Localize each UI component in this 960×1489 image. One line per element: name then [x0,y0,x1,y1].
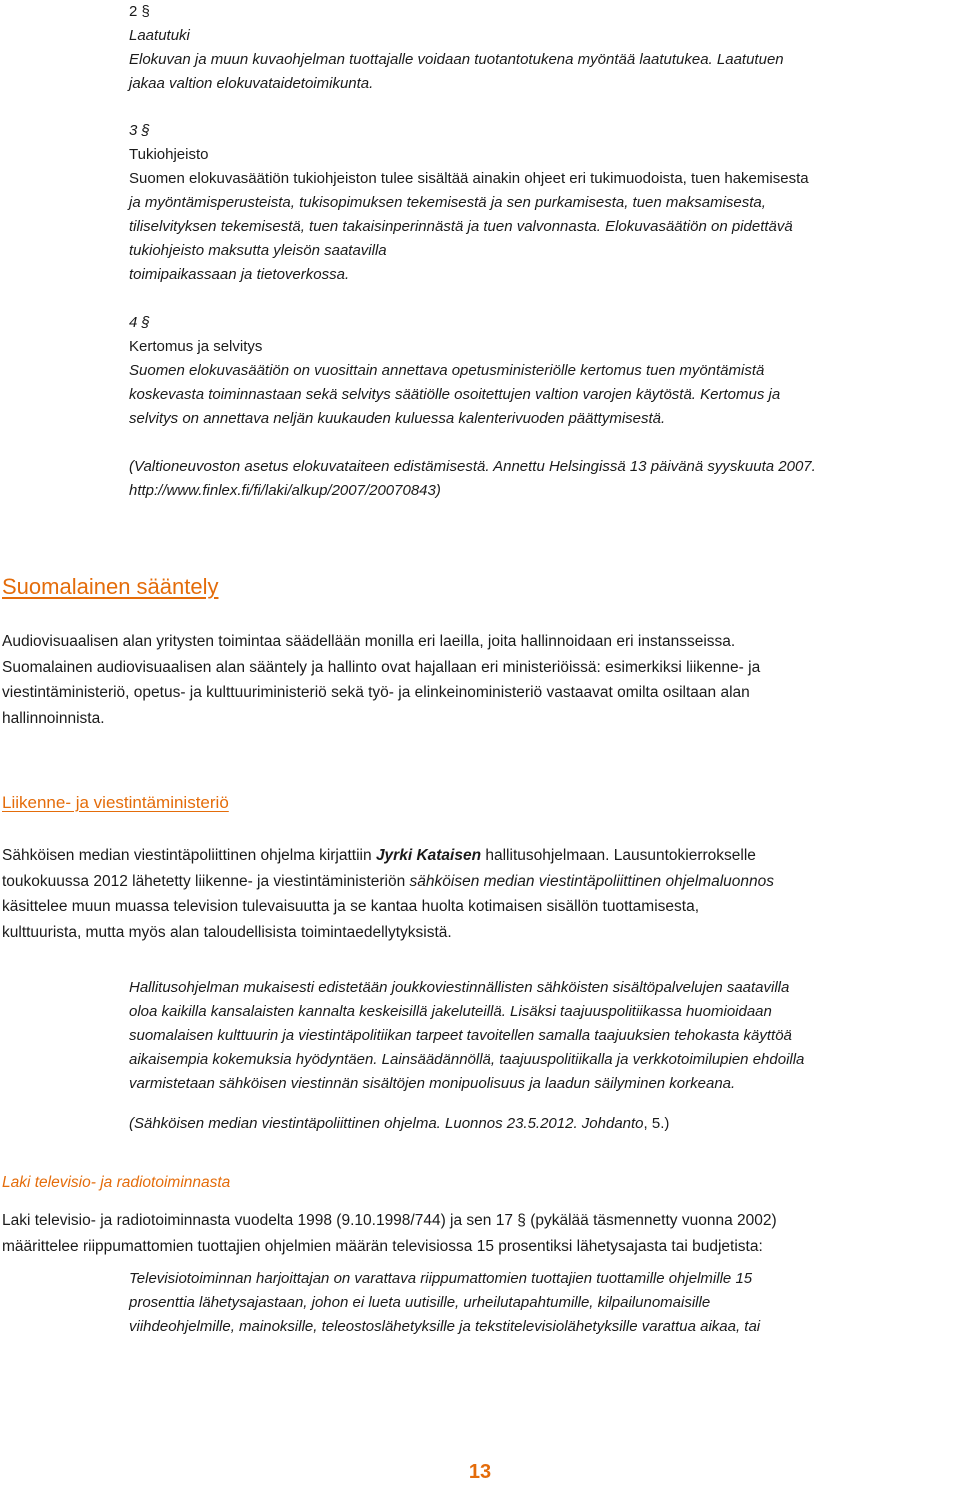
quote-line: varmistetaan sähköisen viestinnän sisältöjen monipuolisuus ja laadun säilyminen korkeana. [129,1075,736,1092]
citation-line: (Valtioneuvoston asetus elokuvataiteen edistämisestä. Annettu Helsingissä 13 päivänä syyskuuta 2007. [129,458,816,475]
heading-laki-televisio: Laki televisio- ja radiotoiminnasta [2,1174,231,1191]
quote-line: oloa kaikilla kansalaisten kannalta keskeisillä jakeluteillä. Lisäksi taajuuspolitiikassa huomioidaan [129,1003,772,1020]
paragraph-line: hallinnoinnista. [2,709,105,727]
paragraph-line: Suomalainen audiovisuaalisen alan sääntely ja hallinto ovat hajallaan eri ministeriöissä: esimerkiksi liikenne- ja [2,658,761,676]
section-2 [129,0,944,96]
section-4 [129,311,944,431]
paragraph-line: toukokuussa 2012 lähetetty liikenne- ja viestintäministeriön sähköisen median viestintäpoliittinen ohjelmaluonnos [2,872,775,890]
paragraph-line: viestintäministeriö, opetus- ja kulttuuriministeriö sekä työ- ja elinkeinoministeriö vastaavat omilta osiltaan alan [2,684,750,701]
section-2-line: Elokuvan ja muun kuvaohjelman tuottajalle voidaan tuotantotukena myöntää laatutukea. Laatutuen [129,51,784,68]
section-3-number: 3 § [129,122,150,139]
section-2-line: jakaa valtion elokuvataidetoimikunta. [129,75,374,92]
section-3-line: toimipaikassaan ja tietoverkossa. [129,266,350,283]
paragraph-line: kulttuurista, mutta myös alan taloudellisista toimintaedellytyksistä. [2,923,452,941]
section-4-number: 4 § [129,314,150,331]
section-3-title: Tukiohjeisto [129,146,209,163]
heading-liikenne-ministerio: Liikenne- ja viestintäministeriö [2,793,229,812]
quote-line: Hallitusohjelman mukaisesti edistetään joukkoviestinnällisten sähköisten sisältöpalvelujen saatavilla [129,979,790,996]
quote-line: Televisiotoiminnan harjoittajan on varattava riippumattomien tuottajien tuottamille ohjelmille 15 [129,1270,753,1287]
paragraph-line: määrittelee riippumattomien tuottajien ohjelmien määrän televisiossa 15 prosentiksi lähetysajasta tai budjetista: [2,1237,763,1255]
paragraph-saantely [2,629,958,731]
page-number: 13 [468,1461,492,1483]
quote-line: aikaisempia kokemuksia hyödyntäen. Lainsäädännöllä, taajuuspolitiikalla ja verkkotoimilupien ehdoilla [129,1051,805,1068]
section-4-line: Suomen elokuvasäätiön on vuosittain annettava opetusministeriölle kertomus tuen myöntämistä [129,362,765,379]
section-4-line: selvitys on annettava neljän kuukauden kuluessa kalenterivuoden päättymisestä. [129,410,666,427]
section-2-title: Laatutuki [129,27,190,44]
paragraph-laki [2,1208,958,1259]
quote-line: suomalaisen kulttuurin ja viestintäpolitiikan tarpeet tavoitellen samalla taajuuksien tehokasta käyttöä [129,1027,792,1044]
quote-line: prosenttia lähetysajastaan, johon ei lueta uutisille, urheilutapahtumille, kilpailunomaisille [129,1294,711,1311]
paragraph-line: Laki televisio- ja radiotoiminnasta vuodelta 1998 (9.10.1998/744) ja sen 17 § (pykälää täsmennetty vuonna 2002) [2,1212,777,1229]
paragraph-line: Audiovisuaalisen alan yritysten toimintaa säädellään monilla eri laeilla, joita hallinnoidaan eri instansseissa. [2,633,736,650]
section-2-number: 2 § [129,3,150,20]
section-3-line: tiliselvityksen tekemisestä, tuen takaisinperinnästä ja tuen valvonnasta. Elokuvasäätiön on pidettävä [129,218,793,235]
citation-link[interactable]: http://www.finlex.fi/fi/laki/alkup/2007/20070843) [129,482,441,499]
paragraph-viestintapoliittinen [2,843,958,945]
paragraph-line: käsittelee muun muassa television tulevaisuutta ja se kantaa huolta kotimaisen sisällön tuottamisesta, [2,898,700,915]
section-3-line: Suomen elokuvasäätiön tukiohjeiston tulee sisältää ainakin ohjeet eri tukimuodoista, tuen hakemisesta [129,170,809,187]
citation-sahkoisen-median: (Sähköisen median viestintäpoliittinen ohjelma. Luonnos 23.5.2012. Johdanto, 5.) [129,1115,670,1132]
quote-hallitusohjelma [129,976,944,1096]
person-name: Jyrki Kataisen [375,847,482,864]
heading-suomalainen-saantely: Suomalainen sääntely [2,574,219,599]
paragraph-line: Sähköisen median viestintäpoliittinen ohjelma kirjattiin Jyrki Kataisen hallitusohjelmaan. Lausuntokierrokselle [2,847,756,864]
section-3-line: tukiohjeisto maksutta yleisön saatavilla [129,242,387,259]
citation-valtioneuvosto [129,455,944,503]
quote-televisiotoiminta [129,1267,944,1339]
section-4-title: Kertomus ja selvitys [129,338,263,355]
section-4-line: koskevasta toiminnastaan sekä selvitys säätiölle osoitettujen valtion varojen käytöstä. Kertomus ja [129,386,781,403]
section-3-line: ja myöntämisperusteista, tukisopimuksen tekemisestä ja sen purkamisesta, tuen maksamisesta, [129,194,766,211]
section-3 [129,119,944,287]
quote-line: viihdeohjelmille, mainoksille, teleostoslähetyksille ja tekstitelevisiolähetyksille varattua aikaa, tai [129,1318,761,1335]
